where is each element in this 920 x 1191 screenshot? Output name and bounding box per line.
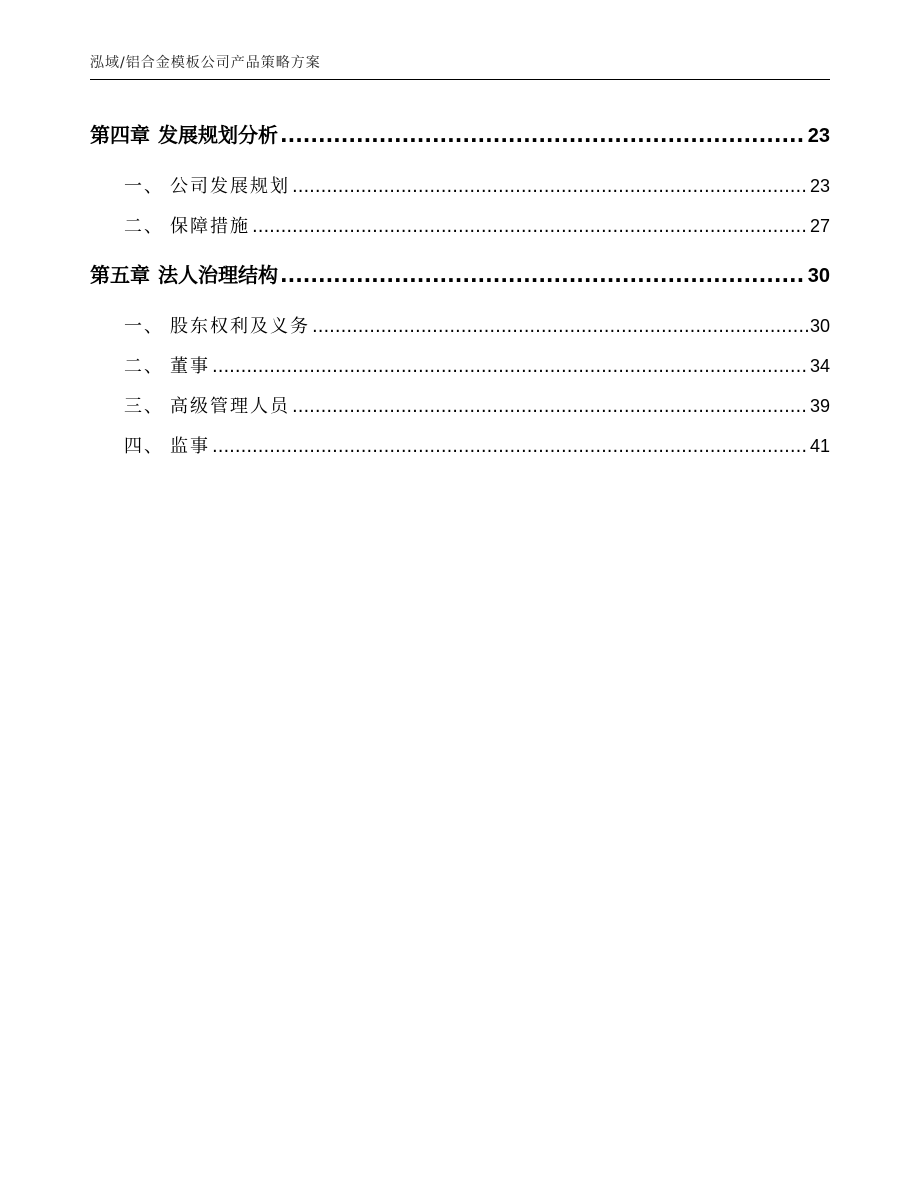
section-title: 高级管理人员	[170, 396, 290, 417]
dot-leader	[312, 307, 808, 347]
dot-leader	[292, 167, 808, 207]
page-number: 23	[809, 176, 830, 196]
page-number: 23	[807, 125, 830, 147]
section-number: 一、	[124, 176, 164, 197]
dot-leader	[212, 427, 808, 467]
section-number: 二、	[124, 216, 164, 237]
section-number: 四、	[124, 436, 164, 457]
toc-section[interactable]	[90, 346, 830, 386]
toc-section[interactable]	[90, 166, 830, 206]
toc-section[interactable]	[90, 386, 830, 426]
page-number: 34	[809, 356, 830, 376]
section-title: 董事	[170, 356, 210, 377]
chapter-number: 第五章	[90, 263, 150, 287]
section-title: 公司发展规划	[170, 176, 290, 197]
toc-chapter-5[interactable]	[90, 252, 830, 298]
page-number: 30	[807, 265, 830, 287]
page-number: 30	[809, 316, 830, 336]
toc-section[interactable]	[90, 206, 830, 246]
toc-section[interactable]	[90, 426, 830, 466]
chapter-title: 发展规划分析	[158, 123, 278, 147]
page-number: 27	[809, 216, 830, 236]
dot-leader	[280, 252, 806, 298]
page-number: 41	[809, 436, 830, 456]
section-number: 二、	[124, 356, 164, 377]
page-number: 39	[809, 396, 830, 416]
section-number: 一、	[124, 316, 164, 337]
table-of-contents	[90, 112, 830, 466]
toc-section[interactable]	[90, 306, 830, 346]
dot-leader	[292, 387, 808, 427]
section-title: 保障措施	[170, 216, 250, 237]
dot-leader	[280, 112, 806, 158]
chapter-title: 法人治理结构	[158, 263, 278, 287]
chapter-number: 第四章	[90, 123, 150, 147]
dot-leader	[212, 347, 808, 387]
section-title: 股东权利及义务	[170, 316, 310, 337]
section-title: 监事	[170, 436, 210, 457]
header-divider	[90, 79, 830, 80]
section-number: 三、	[124, 396, 164, 417]
toc-chapter-4[interactable]	[90, 112, 830, 158]
dot-leader	[252, 207, 808, 247]
page-header: 泓域/铝合金模板公司产品策略方案	[90, 55, 321, 71]
